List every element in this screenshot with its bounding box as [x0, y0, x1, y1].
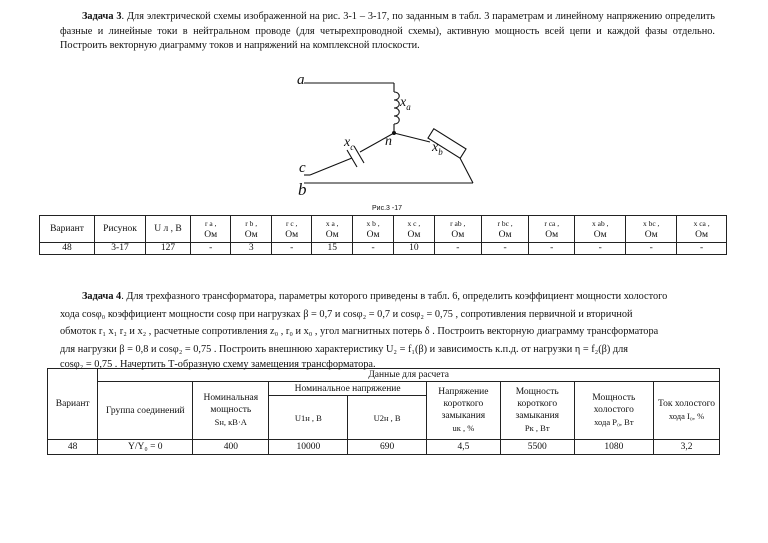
circuit-diagram [280, 70, 510, 220]
table-cell: - [626, 243, 677, 255]
table-header-cell: Номинальная мощность Sн, кВ·А [193, 382, 269, 440]
table-header-cell: U2н , В [348, 396, 427, 440]
node-a-label: a [297, 72, 305, 88]
table-cell: 15 [312, 243, 352, 255]
table-cell: - [677, 243, 727, 255]
table-cell: 127 [146, 243, 191, 255]
table-header-row [40, 216, 727, 243]
table-cell: - [529, 243, 575, 255]
table-6 [47, 368, 720, 455]
table-header-cell: Номинальное напряжение [269, 382, 427, 396]
task4-line-1: Задача 4. Для трехфазного трансформатора, параметры которого приведены в табл. 6, определить коэффициент мощности холостого [82, 291, 668, 302]
table-header-cell: Группа соединений [98, 382, 193, 440]
table-header-cell: x ca , Ом [677, 216, 727, 243]
table-cell: - [434, 243, 481, 255]
table-cell: - [575, 243, 626, 255]
table-header-row [48, 382, 720, 396]
task4-line-3: обмоток r₁ x₁ r₂ и x₂ , расчетные сопротивления z₀ , r₀ и x₀ , угол магнитных потерь δ . Построить векторную диаграмму трансформатора [60, 326, 659, 337]
table-cell: 10 [394, 243, 434, 255]
table-3 [39, 215, 727, 255]
table-header-cell: Вариант [48, 369, 98, 440]
task3-text: . Для электрической схемы изображенной на рис. 3-1 – 3-17, по заданным в табл. 3 параметрам и линейному напряжению определить фазные и линейные токи в нейтральном проводе (для четырехпроводной схемы), активную мощность всей цепи и каждой фазы отдельно. Построить векторную диаграмму токов и напряжений на комплексной плоскости. [60, 11, 715, 51]
table-cell: - [271, 243, 311, 255]
table-header-cell: Данные для расчета [98, 369, 720, 382]
neutral-node [392, 131, 396, 135]
table-cell: 3,2 [654, 440, 720, 455]
table-cell: 400 [193, 440, 269, 455]
task4-paragraph [60, 290, 715, 373]
table-header-cell: x bc , Ом [626, 216, 677, 243]
table-header-cell: x ab , Ом [575, 216, 626, 243]
xc-label: $x_c$ [344, 135, 355, 152]
table-cell: Y/Y₀ = 0 [98, 440, 193, 455]
table-header-cell: r c , Ом [271, 216, 311, 243]
task3-paragraph [60, 10, 715, 54]
table-header-cell: r ab , Ом [434, 216, 481, 243]
table-header-cell: r ca , Ом [529, 216, 575, 243]
table-cell: 5500 [500, 440, 574, 455]
task3-label: Задача 3 [82, 11, 122, 22]
table-row [40, 243, 727, 255]
task4-label: Задача 4 [82, 291, 122, 302]
table-header-cell: Мощность короткого замыкания Pк , Вт [500, 382, 574, 440]
table-header-cell: x a , Ом [312, 216, 352, 243]
task4-line-5: cosφ₂ = 0,75 . Начертить Т-образную схему замещения трансформатора. [60, 359, 376, 370]
table-cell: - [191, 243, 231, 255]
task4-line-2: хода cosφ₀ коэффициент мощности cosφ при нагрузках β = 0,7 и cosφ₂ = 0,7 и cosφ₂ = 0,75 , сопротивления первичной и вторичной [60, 308, 633, 320]
table-header-cell: Мощность холостого хода P₀, Вт [574, 382, 653, 440]
xa-label: $x_a$ [400, 95, 411, 112]
figure-caption: Рис.3 -17 [372, 205, 402, 212]
task4-line-4: для нагрузки β = 0,8 и cosφ₂ = 0,75 . Построить внешнюю характеристику U₂ = f₁(β) и зависимость к.п.д. от нагрузки η = f₂(β) для [60, 343, 629, 355]
table-header-cell: r b , Ом [231, 216, 271, 243]
table-header-row [48, 369, 720, 382]
table-row [48, 440, 720, 455]
table-header-cell: x c , Ом [394, 216, 434, 243]
table-header-cell: r a , Ом [191, 216, 231, 243]
xb-label: $x_b$ [432, 140, 443, 157]
table-cell: 48 [48, 440, 98, 455]
table-cell: 4,5 [426, 440, 500, 455]
table-header-cell: x b , Ом [352, 216, 393, 243]
node-c-label: c [299, 160, 306, 176]
table-header-cell: r bc , Ом [481, 216, 528, 243]
table-cell: 3 [231, 243, 271, 255]
table-header-cell: Рисунок [95, 216, 146, 243]
node-n-label: n [385, 134, 392, 149]
table-cell: 48 [40, 243, 95, 255]
table-cell: - [352, 243, 393, 255]
table-cell: 3-17 [95, 243, 146, 255]
table-header-cell: Вариант [40, 216, 95, 243]
table-cell: 1080 [574, 440, 653, 455]
table-header-cell: Ток холостого хода I₀, % [654, 382, 720, 440]
table-cell: 10000 [269, 440, 348, 455]
table-header-cell: U л , В [146, 216, 191, 243]
table-cell: - [481, 243, 528, 255]
table-header-cell: U1н , В [269, 396, 348, 440]
table-header-cell: Напряжение короткого замыкания uк , % [426, 382, 500, 440]
table-cell: 690 [348, 440, 427, 455]
node-b-label: b [298, 180, 307, 199]
